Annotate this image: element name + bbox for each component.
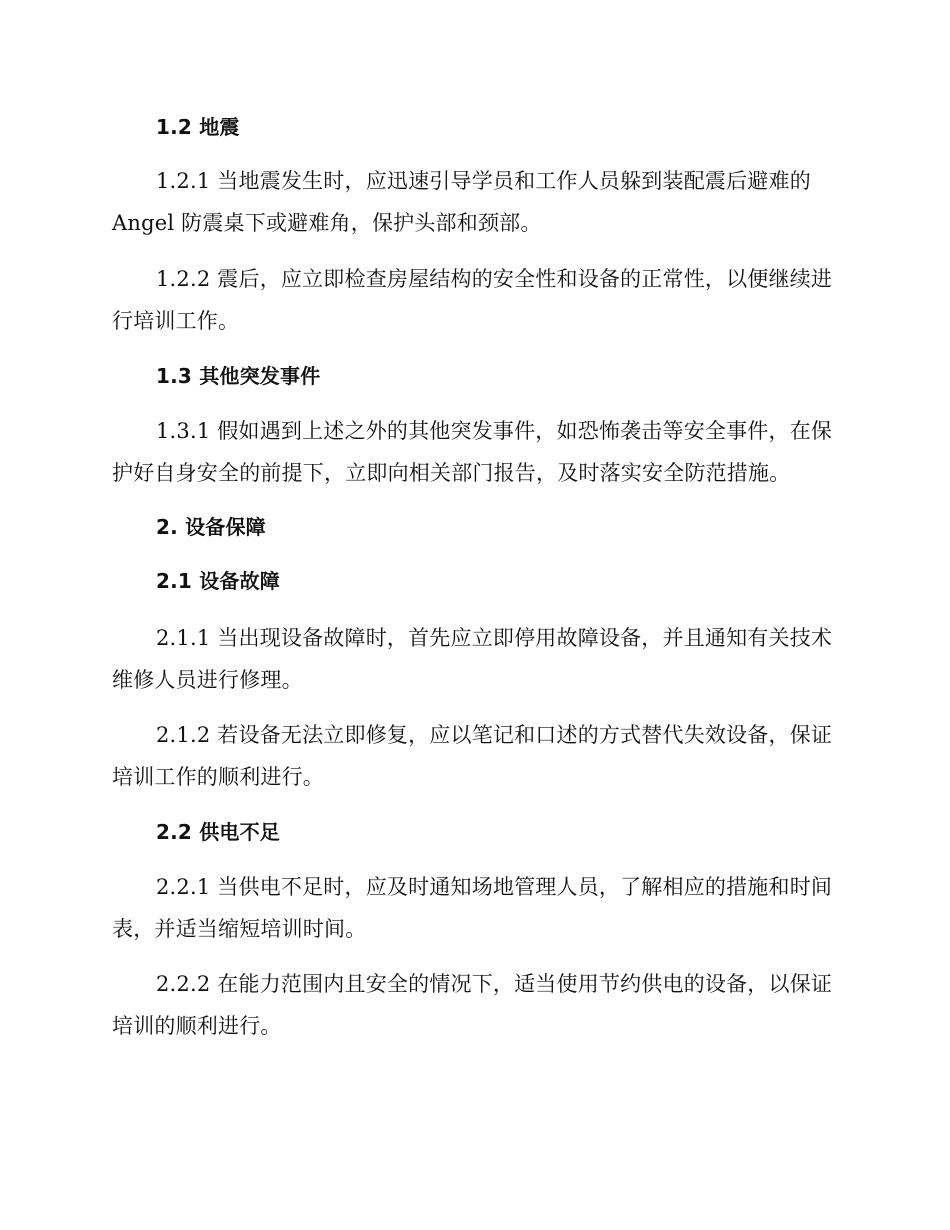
paragraph-1-2-1-line-2: Angel 防震桌下或避难角，保护头部和颈部。: [112, 211, 542, 235]
paragraph-1-2-2-line-1: 1.2.2 震后，应立即检查房屋结构的安全性和设备的正常性，以便继续进: [156, 267, 833, 291]
paragraph-2-1-2-line-2: 培训工作的顺利进行。: [112, 765, 324, 789]
section-heading-1-2: 1.2 地震: [156, 115, 240, 139]
paragraph-1-3-1-line-1: 1.3.1 假如遇到上述之外的其他突发事件，如恐怖袭击等安全事件，在保: [156, 419, 833, 443]
section-heading-2: 2. 设备保障: [156, 515, 266, 539]
paragraph-2-2-1-line-2: 表，并适当缩短培训时间。: [112, 917, 367, 941]
section-heading-1-3: 1.3 其他突发事件: [156, 364, 321, 388]
paragraph-1-2-1-line-1: 1.2.1 当地震发生时，应迅速引导学员和工作人员躲到装配震后避难的: [156, 169, 811, 193]
paragraph-2-1-2-line-1: 2.1.2 若设备无法立即修复，应以笔记和口述的方式替代失效设备，保证: [156, 723, 833, 747]
section-heading-2-2: 2.2 供电不足: [156, 820, 280, 844]
paragraph-2-1-1-line-1: 2.1.1 当出现设备故障时，首先应立即停用故障设备，并且通知有关技术: [156, 626, 833, 650]
paragraph-1-2-2-line-2: 行培训工作。: [112, 309, 240, 333]
section-heading-2-1: 2.1 设备故障: [156, 569, 280, 593]
paragraph-2-2-2-line-2: 培训的顺利进行。: [112, 1014, 282, 1038]
paragraph-2-1-1-line-2: 维修人员进行修理。: [112, 668, 303, 692]
paragraph-2-2-1-line-1: 2.2.1 当供电不足时，应及时通知场地管理人员，了解相应的措施和时间: [156, 875, 833, 899]
paragraph-1-3-1-line-2: 护好自身安全的前提下，立即向相关部门报告，及时落实安全防范措施。: [112, 461, 791, 485]
paragraph-2-2-2-line-1: 2.2.2 在能力范围内且安全的情况下，适当使用节约供电的设备，以保证: [156, 972, 833, 996]
